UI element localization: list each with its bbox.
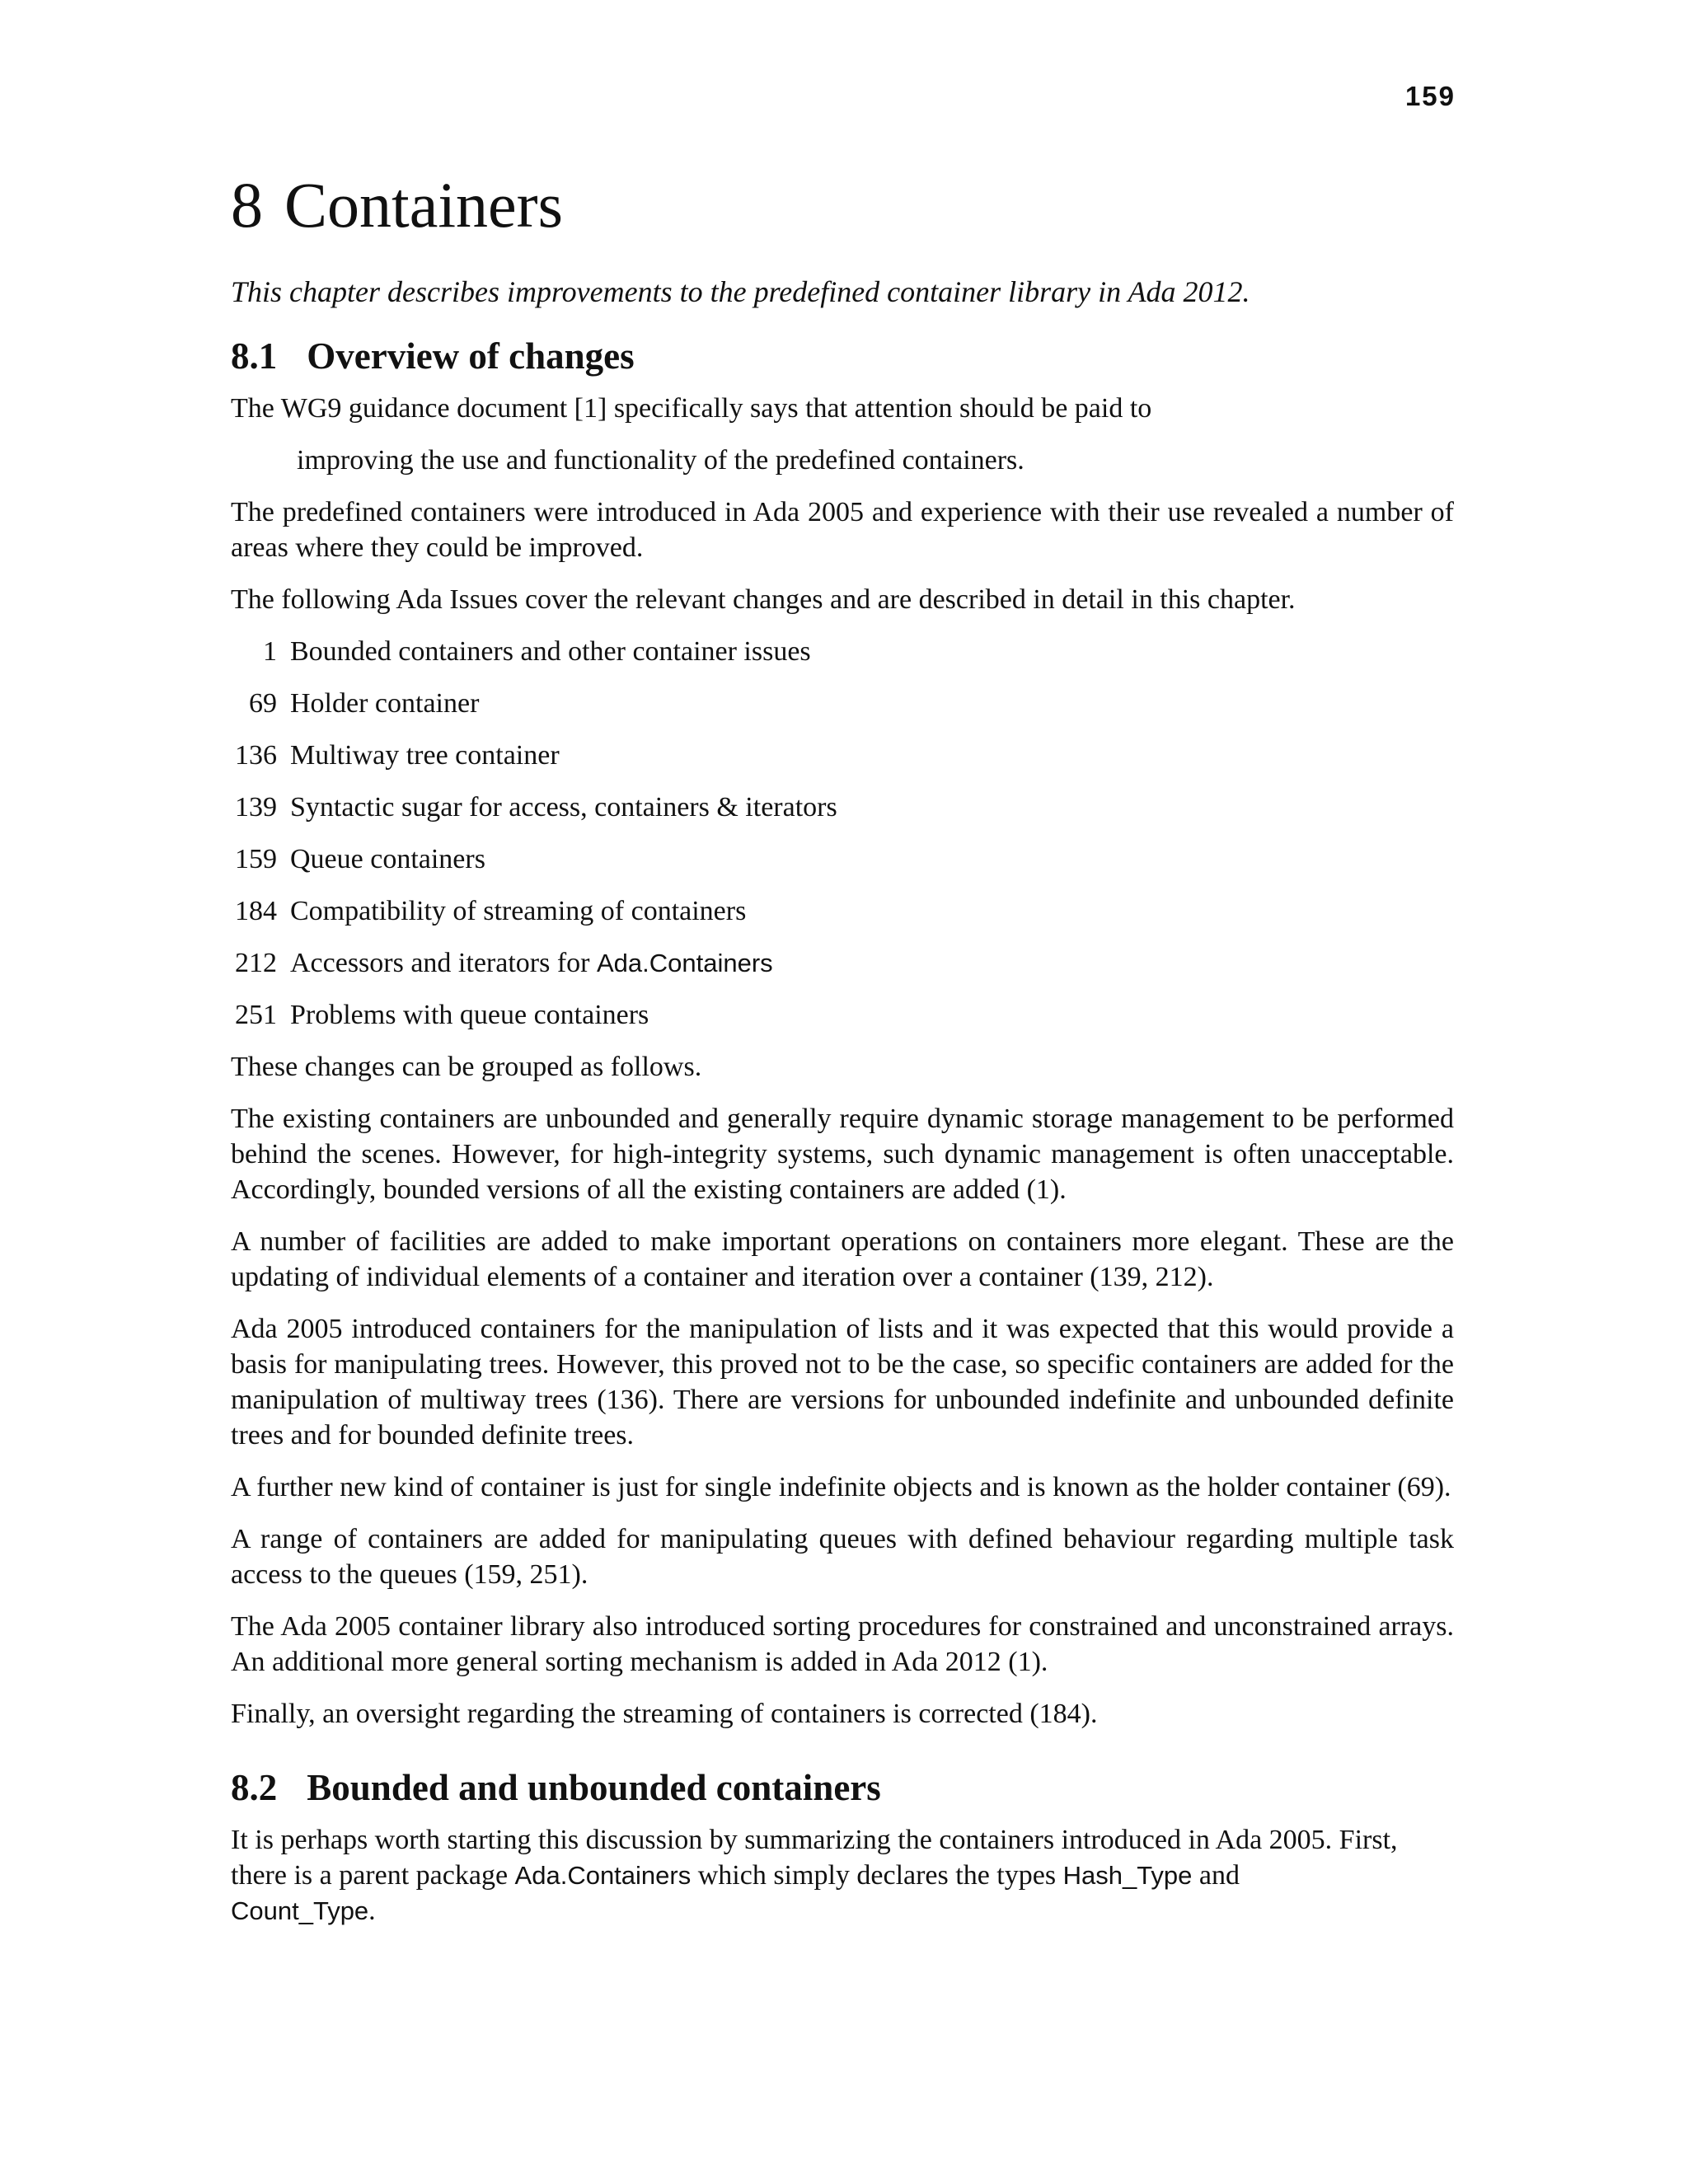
list-item: [231, 738, 1454, 773]
paragraph: A number of facilities are added to make important operations on containers more elegant. These are the updating of individual elements of a container and iteration over a container (139, 212).: [231, 1226, 1454, 1292]
paragraph: A further new kind of container is just for single indefinite objects and is known as the holder container (69).: [231, 1471, 1451, 1502]
quoted-guidance: improving the use and functionality of the predefined containers.: [297, 444, 1025, 476]
issue-number: 69: [249, 687, 277, 719]
issue-number: 139: [235, 791, 277, 823]
issue-number: 184: [235, 895, 277, 926]
section-number: 8.2: [231, 1766, 278, 1808]
chapter-title: [231, 171, 1454, 239]
issue-text-part: Accessors and iterators for: [290, 947, 597, 978]
code-identifier: Count_Type: [231, 1896, 369, 1925]
chapter-intro: This chapter describes improvements to the predefined container library in Ada 2012.: [231, 274, 1250, 308]
list-item: [231, 790, 1454, 825]
section-heading-8-1: [231, 333, 1454, 379]
list-item: [231, 634, 1454, 669]
paragraph: These changes can be grouped as follows.: [231, 1051, 702, 1082]
text-run: .: [368, 1895, 376, 1926]
paragraph: [231, 1822, 1454, 1929]
issue-text: Bounded containers and other container issues: [290, 635, 811, 667]
list-item: [231, 841, 1454, 877]
issue-number: 251: [235, 999, 277, 1030]
chapter-title-text: Containers: [284, 169, 563, 241]
text-run: which simply declares the types: [691, 1859, 1063, 1891]
list-item: [231, 945, 1454, 981]
section-title: Bounded and unbounded containers: [307, 1766, 881, 1808]
issue-text: Problems with queue containers: [290, 999, 649, 1030]
paragraph: The predefined containers were introduced in Ada 2005 and experience with their use revealed a number of areas where they could be improved.: [231, 496, 1454, 563]
paragraph: The following Ada Issues cover the relevant changes and are described in detail in this chapter.: [231, 583, 1296, 615]
code-identifier: Ada.Containers: [514, 1860, 692, 1890]
text-run: and: [1192, 1859, 1240, 1891]
issue-text: Queue containers: [290, 843, 485, 874]
issue-text: Multiway tree container: [290, 739, 560, 771]
chapter-number: 8: [231, 169, 263, 241]
section-title: Overview of changes: [307, 335, 635, 377]
issue-text: [290, 945, 773, 981]
text-run: It is perhaps worth starting this discussion by summarizing the containers introduced in Ada 2005. First, there is a parent package: [231, 1824, 1398, 1891]
issue-number: 1: [263, 635, 277, 667]
section-number: 8.1: [231, 335, 278, 377]
page-number: 159: [1404, 81, 1456, 111]
issue-text: Holder container: [290, 687, 480, 719]
paragraph: The existing containers are unbounded and generally require dynamic storage management to be performed behind the scenes. However, for high-integrity systems, such dynamic management is often unacceptable. Accordingly, bounded versions of all the existing containers are added (1).: [231, 1103, 1454, 1205]
paragraph: A range of containers are added for manipulating queues with defined behaviour regarding multiple task access to the queues (159, 251).: [231, 1523, 1454, 1590]
issue-text: Syntactic sugar for access, containers & iterators: [290, 791, 837, 823]
code-identifier: Hash_Type: [1062, 1860, 1193, 1890]
page-content: [231, 171, 1454, 1945]
paragraph: The Ada 2005 container library also introduced sorting procedures for constrained and unconstrained arrays. An additional more general sorting mechanism is added in Ada 2012 (1).: [231, 1610, 1454, 1677]
issue-number: 212: [235, 947, 277, 978]
issue-text: Compatibility of streaming of containers: [290, 895, 747, 926]
list-item: [231, 686, 1454, 721]
paragraph: Ada 2005 introduced containers for the manipulation of lists and it was expected that this would provide a basis for manipulating trees. However, this proved not to be the case, so specific containers are added for the manipulation of multiway trees (136). There are versions for unbounded indefinite and unbounded definite trees and for bounded definite trees.: [231, 1313, 1454, 1451]
code-identifier: Ada.Containers: [596, 948, 773, 977]
paragraph: Finally, an oversight regarding the streaming of containers is corrected (184).: [231, 1698, 1098, 1729]
issue-number: 136: [235, 739, 277, 771]
paragraph: The WG9 guidance document [1] specifically says that attention should be paid to: [231, 392, 1152, 424]
issue-number: 159: [235, 843, 277, 874]
section-heading-8-2: [231, 1765, 1454, 1811]
ada-issues-list: [231, 634, 1454, 1033]
list-item: [231, 893, 1454, 929]
list-item: [231, 997, 1454, 1033]
